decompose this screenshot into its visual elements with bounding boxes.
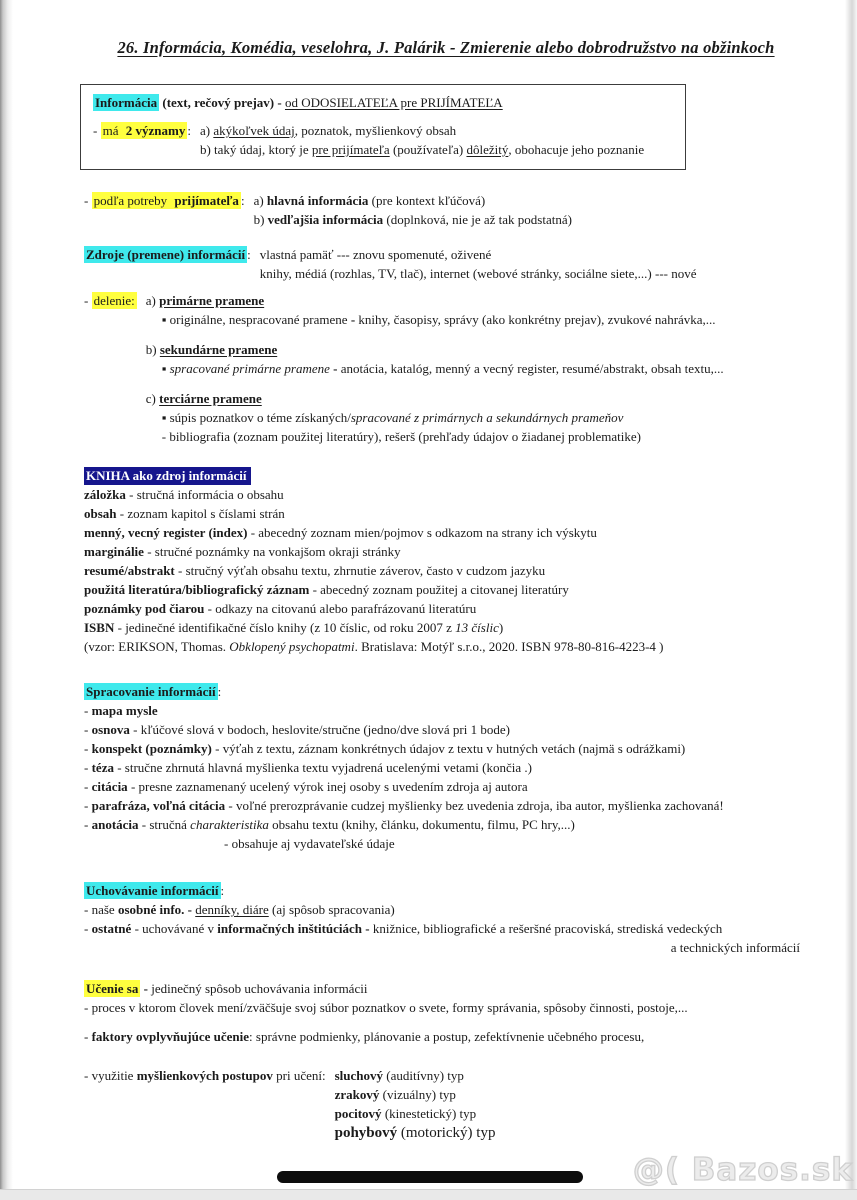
- processing-heading: Spracovanie informácií :: [86, 684, 222, 699]
- book-line: (vzor: ERIKSON, Thomas. Obklopený psychopatmi. Bratislava: Motýľ s.r.o., 2020. ISBN 978-80-816-4223-4 ): [84, 639, 664, 654]
- processing-line: - mapa mysle: [84, 703, 158, 718]
- sources-line-1: vlastná pamäť --- znovu spomenuté, oživené: [259, 247, 492, 262]
- book-line: použitá literatúra/bibliografický záznam - abecedný zoznam použitej a citovanej literatúry: [84, 582, 569, 597]
- need-label: - podľa potreby prijímateľa :: [84, 193, 245, 208]
- title-row: [84, 0, 808, 58]
- book-line: ISBN - jedinečné identifikačné číslo knihy (z 10 číslic, od roku 2007 z 13 číslic): [84, 620, 504, 635]
- page-edge-bottom: [0, 1189, 857, 1200]
- learning-line-2: - proces v ktorom človek mení/zväčšuje svoj súbor poznatkov o svete, formy správania, spôsoby činnosti, postoje,...: [84, 1000, 688, 1015]
- page-edge-right: [845, 0, 857, 1200]
- definition-box: [80, 84, 686, 170]
- need-item-b: b) vedľajšia informácia (doplnková, nie je až tak podstatná): [253, 212, 572, 227]
- need-item-a: a) hlavná informácia (pre kontext kľúčová): [253, 193, 486, 208]
- processing-line: - anotácia - stručná charakteristika obsahu textu (knihy, článku, dokumentu, filmu, PC hry,...): [84, 817, 575, 832]
- division-c-item-2: - bibliografia (zoznam použitej literatúry), rešerš (prehľady údajov o žiadanej problematike): [161, 429, 641, 444]
- processing-section: [84, 682, 808, 853]
- usage-label: - využitie myšlienkových postupov pri učení:: [84, 1068, 326, 1083]
- division-b-item: ▪ spracované primárne pramene - anotácia, katalóg, menný a vecný register, resumé/abstrakt, obsah textu,...: [161, 361, 724, 376]
- bottom-black-bar: [277, 1171, 583, 1183]
- usage-type-kinesthetic: pocitový (kinestetický) typ: [334, 1106, 477, 1121]
- book-line: záložka - stručná informácia o obsahu: [84, 487, 284, 502]
- storage-heading: Uchovávanie informácií :: [86, 883, 225, 898]
- definition-line: Informácia (text, rečový prejav) - od ODOSIELATEĽA pre PRIJÍMATEĽA: [95, 95, 503, 110]
- need-items: [254, 191, 572, 229]
- processing-line: - parafráza, voľná citácia - voľné prerozprávanie cudzej myšlienky bez uvedenia zdroja, iba autor, myšlienka zachovaná!: [84, 798, 724, 813]
- book-line: menný, vecný register (index) - abecedný zoznam mien/pojmov s odkazom na strany ich výskytu: [84, 525, 597, 540]
- learning-factors: - faktory ovplyvňujúce učenie: správne podmienky, plánovanie a postup, zefektívnenie učebného procesu,: [84, 1029, 645, 1044]
- bazos-watermark: @( Bazos.sk: [632, 1152, 853, 1188]
- sources-block: [84, 245, 808, 283]
- division-a-item: ▪ originálne, nespracované pramene - knihy, časopisy, správy (ako konkrétny prejav), zvukové nahrávka,...: [161, 312, 716, 327]
- division-b-heading: b) sekundárne pramene: [145, 342, 278, 357]
- usage-type-visual: zrakový (vizuálny) typ: [334, 1087, 456, 1102]
- usage-types: [335, 1066, 496, 1144]
- sources-line-2: knihy, médiá (rozhlas, TV, tlač), internet (webové stránky, sociálne siete,...) --- nové: [259, 266, 697, 281]
- processing-line: - téza - stručne zhrnutá hlavná myšlienka textu vyjadrená ucelenými vetami (končia .): [84, 760, 532, 775]
- sources-label: Zdroje (premene) informácií :: [86, 247, 251, 262]
- book-line: resumé/abstrakt - stručný výťah obsahu textu, zhrnutie záverov, často v cudzom jazyku: [84, 563, 546, 578]
- page-content: [84, 0, 808, 1144]
- book-section: [84, 466, 808, 656]
- processing-subline: - obsahuje aj vydavateľské údaje: [224, 836, 395, 851]
- page-edge-left: [0, 0, 13, 1200]
- book-line: obsah - zoznam kapitol s číslami strán: [84, 506, 285, 521]
- book-heading: KNIHA ako zdroj informácií: [84, 466, 808, 485]
- book-line: poznámky pod čiarou - odkazy na citovanú alebo parafrázovanú literatúru: [84, 601, 477, 616]
- division-c-heading: c) terciárne pramene: [145, 391, 262, 406]
- sources-items: [260, 245, 697, 283]
- learning-line-1: Učenie sa - jedinečný spôsob uchovávania informácii: [86, 981, 368, 996]
- need-block: [84, 191, 808, 229]
- processing-line: - citácia - presne zaznamenaný ucelený výrok inej osoby s uvedením zdroja aj autora: [84, 779, 528, 794]
- learning-section: [84, 979, 808, 1046]
- meaning-item-b: b) taký údaj, ktorý je pre prijímateľa (používateľa) dôležitý, obohacuje jeho poznanie: [199, 142, 645, 157]
- division-a-heading: a) primárne pramene: [145, 293, 265, 308]
- division-label: - delenie:: [84, 293, 135, 308]
- processing-line: - konspekt (poznámky) - výťah z textu, záznam konkrétnych údajov z textu v hutných vetách (najmä s odrážkami): [84, 741, 686, 756]
- storage-line-3: a technických informácií: [670, 940, 800, 955]
- usage-type-motor: pohybový (motorický) typ: [334, 1125, 496, 1141]
- storage-section: [84, 881, 808, 957]
- processing-line: - osnova - kľúčové slová v bodoch, heslovite/stručne (jedno/dve slová pri 1 bode): [84, 722, 510, 737]
- usage-block: [84, 1066, 808, 1144]
- book-line: marginálie - stručné poznámky na vonkajšom okraji stránky: [84, 544, 401, 559]
- division-items: [146, 291, 724, 446]
- meanings-row: [93, 121, 675, 159]
- division-c-item-1: ▪ súpis poznatkov o téme získaných/spracované z primárnych a sekundárnych prameňov: [161, 410, 624, 425]
- usage-type-auditory: sluchový (auditívny) typ: [334, 1068, 464, 1083]
- meanings-label: - má 2 významy :: [93, 123, 191, 138]
- meanings-items: [200, 121, 644, 159]
- division-block: [84, 291, 808, 446]
- storage-line-2: - ostatné - uchovávané v informačných inštitúciách - knižnice, bibliografické a rešeršné pracoviská, strediská vedeckých: [84, 921, 723, 936]
- page-title: 26. Informácia, Komédia, veselohra, J. Palárik - Zmierenie alebo dobrodružstvo na obžinkoch: [117, 38, 775, 57]
- meaning-item-a: a) akýkoľvek údaj, poznatok, myšlienkový obsah: [199, 123, 457, 138]
- storage-line-1: - naše osobné info. - denníky, diáre (aj spôsob spracovania): [84, 902, 395, 917]
